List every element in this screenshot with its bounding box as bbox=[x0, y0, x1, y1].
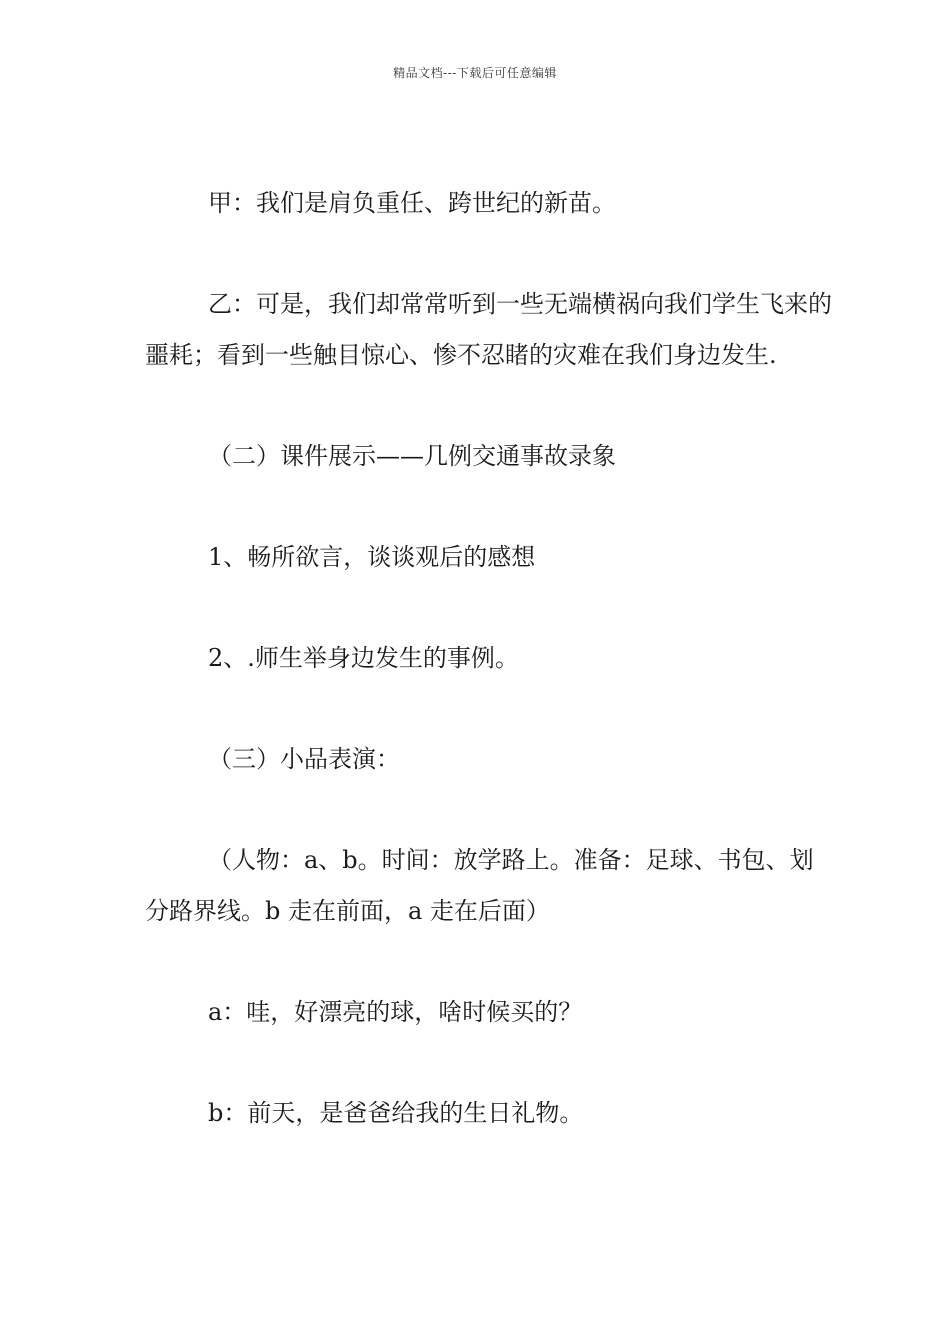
list-item-1: 1、畅所欲言，谈谈观后的感想 bbox=[208, 543, 536, 571]
section-heading-courseware: （二）课件展示——几例交通事故录象 bbox=[208, 442, 616, 470]
paragraph-dialogue-a: a：哇，好漂亮的球，啥时候买的？ bbox=[208, 998, 583, 1026]
paragraph-dialogue-jia: 甲：我们是肩负重任、跨世纪的新苗。 bbox=[208, 189, 616, 217]
paragraph-dialogue-yi: 乙：可是，我们却常常听到一些无端横祸向我们学生飞来的噩耗；看到一些触目惊心、惨不忍睹的灾难在我们身边发生. bbox=[145, 290, 832, 369]
paragraph-dialogue-b: b：前天，是爸爸给我的生日礼物。 bbox=[208, 1099, 584, 1127]
document-body bbox=[145, 178, 835, 1189]
page-header: 精品文档---下载后可任意编辑 bbox=[393, 66, 557, 80]
section-heading-skit: （三）小品表演： bbox=[208, 745, 400, 773]
paragraph-stage-directions: （人物：a、b。时间：放学路上。准备：足球、书包、划分路界线。b 走在前面，a 走在后面） bbox=[145, 846, 814, 925]
list-item-2: 2、.师生举身边发生的事例。 bbox=[208, 644, 519, 672]
